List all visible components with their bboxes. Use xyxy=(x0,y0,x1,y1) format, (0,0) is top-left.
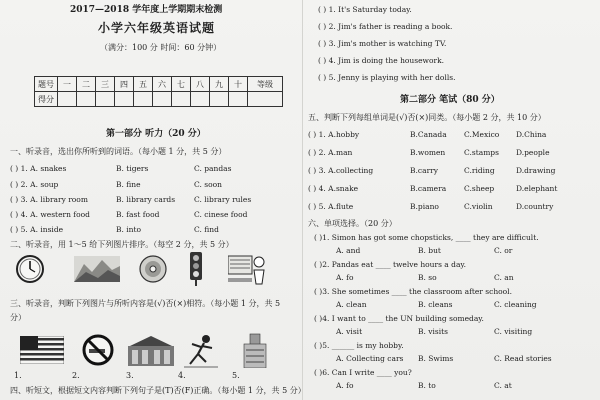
q6-option-a: A. visit xyxy=(336,327,363,336)
q3-number: 1. xyxy=(14,371,22,380)
q5-prompt: 五、判断下列每组单词是(√)否(×)同类。（每小题 2 分，共 10 分） xyxy=(308,113,546,122)
q5-option-c: C.violin xyxy=(464,202,493,211)
q1-option-c: C. soon xyxy=(194,180,222,189)
q1-item[interactable]: ( ) 1. A. snakes xyxy=(10,164,67,173)
q6-option-b: B. but xyxy=(418,246,441,255)
q1-option-c: C. find xyxy=(194,225,219,234)
exam-meta: （满分：100 分 时间：60 分钟） xyxy=(100,43,222,52)
column-divider xyxy=(302,0,303,400)
q5-option-d: D.China xyxy=(516,130,547,139)
score-cell: 十 xyxy=(229,77,248,92)
q6-option-c: C. or xyxy=(494,246,513,255)
score-cell: 题号 xyxy=(35,77,58,92)
score-input-cell[interactable] xyxy=(115,92,134,107)
q5-option-b: B.camera xyxy=(410,184,447,193)
q6-option-b: B. visits xyxy=(418,327,449,336)
q4-item[interactable]: ( ) 1. It's Saturday today. xyxy=(318,5,412,14)
q1-option-b: B. into xyxy=(116,225,142,234)
q1-option-b: B. library cards xyxy=(116,195,176,204)
q6-option-c: C. an xyxy=(494,273,514,282)
q5-option-c: C.Mexico xyxy=(464,130,500,139)
q6-prompt: 六、单项选择。（20 分） xyxy=(308,219,397,228)
score-input-cell[interactable] xyxy=(77,92,96,107)
q1-option-b: B. fast food xyxy=(116,210,160,219)
part1-title: 第一部分 听力（20 分） xyxy=(106,129,206,139)
q5-option-d: D.drawing xyxy=(516,166,556,175)
q5-option-c: C.sheep xyxy=(464,184,495,193)
q1-option-c: C. pandas xyxy=(194,164,232,173)
q1-item[interactable]: ( ) 2. A. soup xyxy=(10,180,59,189)
q6-option-c: C. Read stories xyxy=(494,354,552,363)
score-input-cell[interactable] xyxy=(172,92,191,107)
q4-item[interactable]: ( ) 3. Jim's mother is watching TV. xyxy=(318,39,447,48)
q6-question[interactable]: ( )4. I want to ____ the UN building someday. xyxy=(314,314,484,323)
score-input-cell[interactable] xyxy=(96,92,115,107)
score-cell: 一 xyxy=(58,77,77,92)
q1-item[interactable]: ( ) 5. A. inside xyxy=(10,225,64,234)
q5-option-b: B.piano xyxy=(410,202,439,211)
q5-option-d: D.country xyxy=(516,202,554,211)
score-input-cell[interactable] xyxy=(58,92,77,107)
q6-option-a: A. clean xyxy=(336,300,367,309)
score-cell: 九 xyxy=(210,77,229,92)
score-input-cell[interactable] xyxy=(210,92,229,107)
q4-item[interactable]: ( ) 2. Jim's father is reading a book. xyxy=(318,22,453,31)
q3-number: 3. xyxy=(126,371,134,380)
q3-number: 4. xyxy=(178,371,186,380)
q6-question[interactable]: ( )1. Simon has got some chopsticks, ____ they are difficult. xyxy=(314,233,539,242)
exam-title: 小学六年级英语试题 xyxy=(98,21,216,35)
left-column xyxy=(8,0,306,400)
score-input-cell[interactable] xyxy=(191,92,210,107)
q5-option-d: D.elephant xyxy=(516,184,558,193)
score-cell: 七 xyxy=(172,77,191,92)
q5-option-b: B.carry xyxy=(410,166,438,175)
q5-item[interactable]: ( ) 2. A.man xyxy=(308,148,353,157)
q6-question[interactable]: ( )3. She sometimes ____ the classroom after school. xyxy=(314,287,512,296)
q5-option-d: D.people xyxy=(516,148,550,157)
flag-icon xyxy=(20,336,64,364)
part2-title: 第二部分 笔试（80 分） xyxy=(400,95,500,105)
q3-number: 5. xyxy=(232,371,240,380)
score-cell: 五 xyxy=(134,77,153,92)
child-computer-icon xyxy=(228,252,268,286)
q4-item[interactable]: ( ) 4. Jim is doing the housework. xyxy=(318,56,445,65)
q6-option-c: C. cleaning xyxy=(494,300,537,309)
q5-item[interactable]: ( ) 3. A.collecting xyxy=(308,166,374,175)
q5-option-b: B.Canada xyxy=(410,130,447,139)
q4-prompt: 四、听短文，根据短文内容判断下列句子是(T)否(F)正确。（每小题 1 分，共 5 分） xyxy=(10,386,306,395)
q1-option-b: B. tigers xyxy=(116,164,149,173)
score-cell: 四 xyxy=(115,77,134,92)
score-table-header-row xyxy=(35,77,283,92)
q6-question[interactable]: ( )5. ______ is my hobby. xyxy=(314,341,404,350)
q5-item[interactable]: ( ) 4. A.snake xyxy=(308,184,359,193)
traffic-light-icon xyxy=(186,252,206,286)
q6-question[interactable]: ( )6. Can I write ____ you? xyxy=(314,368,412,377)
q6-option-c: C. at xyxy=(494,381,512,390)
q6-option-a: A. Collecting cars xyxy=(336,354,404,363)
score-cell: 六 xyxy=(153,77,172,92)
right-column xyxy=(306,0,596,400)
school-year-heading: 2017—2018 学年度上学期期末检测 xyxy=(70,5,223,15)
q1-item[interactable]: ( ) 3. A. library room xyxy=(10,195,88,204)
building-icon xyxy=(128,336,174,366)
no-smoking-icon xyxy=(82,334,114,366)
q4-item[interactable]: ( ) 5. Jenny is playing with her dolls. xyxy=(318,73,456,82)
q6-option-b: B. Swims xyxy=(418,354,454,363)
q5-item[interactable]: ( ) 5. A.flute xyxy=(308,202,354,211)
q1-prompt: 一、听录音，选出你所听到的词语。（每小题 1 分，共 5 分） xyxy=(10,147,227,156)
q6-option-b: B. so xyxy=(418,273,437,282)
score-cell: 二 xyxy=(77,77,96,92)
q6-option-a: A. fo xyxy=(336,273,354,282)
clock-icon xyxy=(14,254,46,284)
q6-option-b: B. to xyxy=(418,381,436,390)
q6-option-a: A. and xyxy=(336,246,361,255)
score-table xyxy=(34,76,283,107)
q1-option-c: C. cinese food xyxy=(194,210,248,219)
score-table-score-row xyxy=(35,92,283,107)
score-input-cell[interactable] xyxy=(248,92,283,107)
mountains-icon xyxy=(74,256,120,282)
score-cell: 三 xyxy=(96,77,115,92)
q6-question[interactable]: ( )2. Pandas eat ____ twelve hours a day. xyxy=(314,260,467,269)
score-input-cell[interactable] xyxy=(153,92,172,107)
q3-prompt: 三、听录音，判断下列图片与所听内容是(√)否(×)相符。（每小题 1 分，共 5 xyxy=(10,299,281,308)
q3-number: 2. xyxy=(72,371,80,380)
score-input-cell[interactable] xyxy=(229,92,248,107)
score-input-cell[interactable] xyxy=(134,92,153,107)
score-cell: 等级 xyxy=(248,77,283,92)
q6-option-a: A. fo xyxy=(336,381,354,390)
q5-option-c: C.riding xyxy=(464,166,495,175)
q3-prompt-cont: 分） xyxy=(10,313,26,322)
q1-option-b: B. fine xyxy=(116,180,141,189)
q6-option-c: C. visiting xyxy=(494,327,533,336)
tower-icon xyxy=(240,332,270,368)
q6-option-b: B. cleans xyxy=(418,300,453,309)
q1-option-c: C. library rules xyxy=(194,195,252,204)
q2-prompt: 二、听录音，用 1～5 给下列图片排序。（每空 2 分，共 5 分） xyxy=(10,240,234,249)
score-row-label: 得分 xyxy=(35,92,58,107)
q5-item[interactable]: ( ) 1. A.hobby xyxy=(308,130,360,139)
q1-item[interactable]: ( ) 4. A. western food xyxy=(10,210,90,219)
runner-icon xyxy=(184,334,218,368)
q5-option-c: C.stamps xyxy=(464,148,499,157)
score-cell: 八 xyxy=(191,77,210,92)
q5-option-b: B.women xyxy=(410,148,446,157)
disc-icon xyxy=(136,254,170,284)
